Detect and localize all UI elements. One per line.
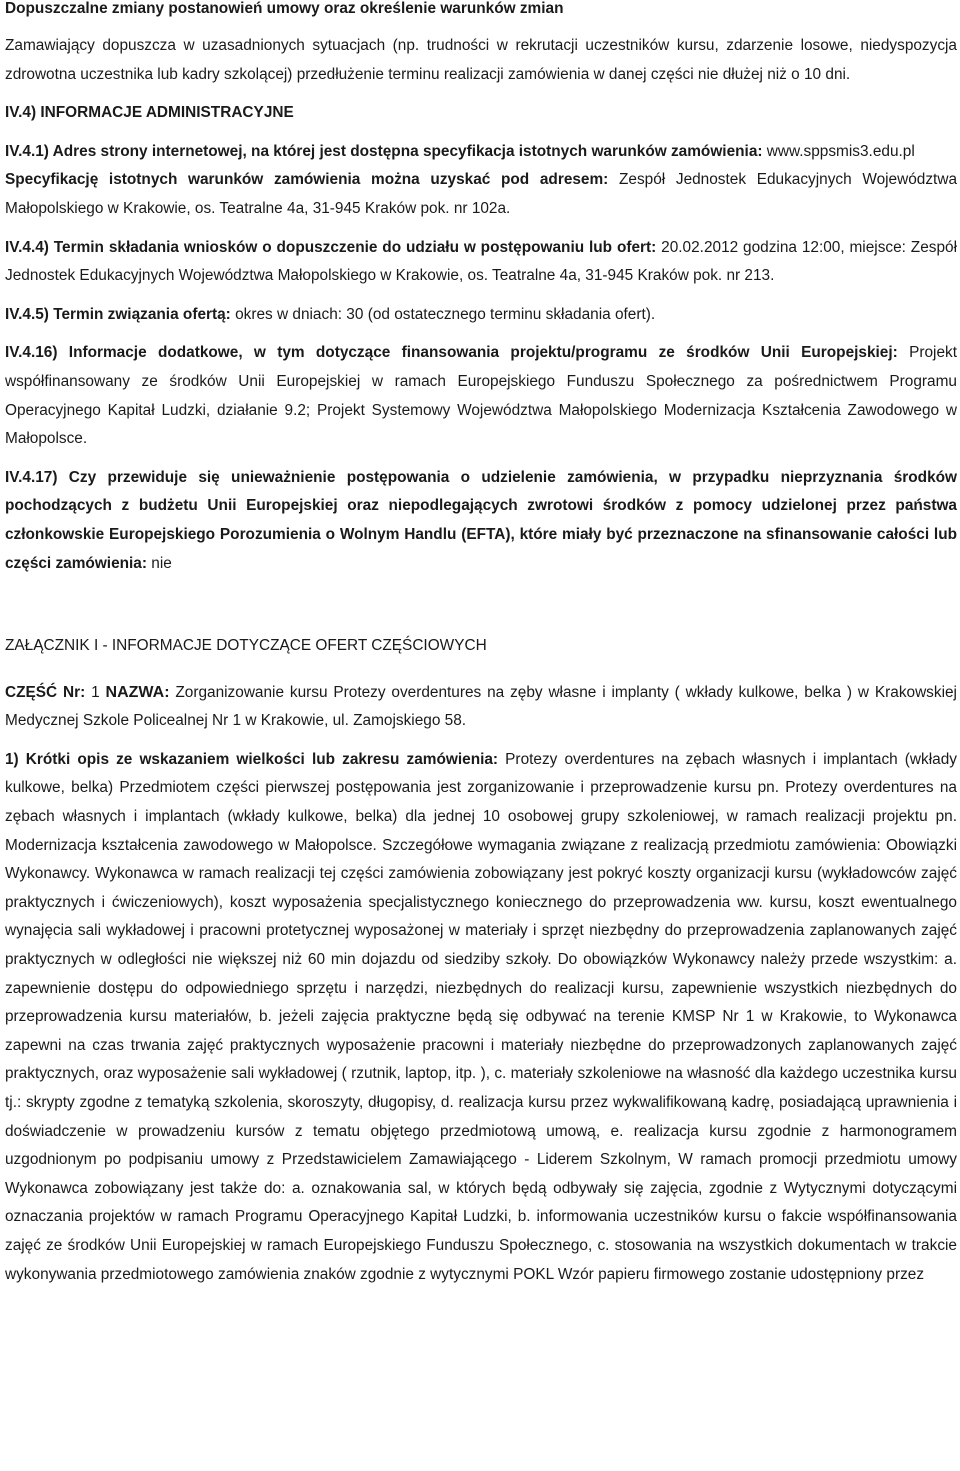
eu-funding-value: Projekt współfinansowany ze środków Unii Europejskiej w ramach Europejskiego Funduszu Społecznego za pośrednictwem Programu Operacyjnego Kapitał Ludzki, działanie 9.2; Projekt Systemowy Województwa Małopolskiego Modernizacja Kształcenia Zawodowego w Małopolsce. <box>5 344 957 448</box>
change-text: Zamawiający dopuszcza w uzasadnionych sytuacjach (np. trudności w rekrutacji uczestników kursu, zdarzenie losowe, niedyspozycja zdrowotna uczestnika lub kadry szkolącej) przedłużenie terminu realizacji zamówienia w danej części nie dłużej niż o 10 dni. <box>5 37 957 83</box>
website-paragraph <box>5 138 957 167</box>
part-label: CZĘŚĆ Nr: <box>5 683 86 701</box>
cancel-value: nie <box>151 554 172 572</box>
change-heading: Dopuszczalne zmiany postanowień umowy oraz określenie warunków zmian <box>5 0 564 17</box>
binding-label: IV.4.5) Termin związania ofertą: <box>5 305 231 323</box>
part-number: 1 <box>91 683 100 701</box>
description-value: Protezy overdentures na zębach własnych i implantach (wkłady kulkowe, belka) Przedmiotem części pierwszej postępowania jest zorganizowanie i przeprowadzenie kursu pn. Protezy overdentures na zębach własnych i implantach (wkłady kulkowe, belka) dla jednej 10 osobowej grupy szkoleniowej, w ramach realizacji projektu pn. Modernizacja kształcenia zawodowego w Małopolsce. Szczegółowe wymagania związane z realizacją przedmiotu zamówienia: Obowiązki Wykonawcy. Wykonawca w ramach realizacji tej części zamówienia zobowiązany jest pokryć koszty organizacji kursu (wykładowców zajęć praktycznych i ćwiczeniowych), koszt wyposażenia specjalistycznego koniecznego do przeprowadzenia ww. kursu, koszt ewentualnego wynajęcia sali wykładowej i pracowni protetycznej wyposażonej w materiały i sprzęt niezbędny do przeprowadzenia zaplanowanych zajęć praktycznych w odległości nie większej niż 60 min dojazdu od siedziby szkoły. Do obowiązków Wykonawcy należy przede wszystkim: a. zapewnienie dostępu do odpowiedniego sprzętu i narzędzi, niezbędnych do realizacji kursu, zapewnienie wszystkich niezbędnych do przeprowadzenia kursu materiałów, b. jeżeli zajęcia praktyczne będą się odbywać na terenie KMSP Nr 1 w Krakowie, to Wykonawca zapewni na czas trwania zajęć praktycznych wyposażenie pracowni i materiały niezbędne do przeprowadzonych zaplanowanych zajęć praktycznych, oraz wyposażenie sali wykładowej ( rzutnik, laptop, itp. ), c. materiały szkoleniowe na własność dla każdego uczestnika kursu tj.: skrypty zgodne z tematyką szkolenia, skoroszyty, długopisy, d. realizacja kursu przez wykwalifikowaną kadrę, posiadającą uprawnienia i doświadczenie w prowadzeniu kursów z tematu objętego przedmiotową umową, e. realizacja kursu zgodnie z harmonogramem uzgodnionym po podpisaniu umowy z Przedstawicielem Zamawiającego - Liderem Szkolnym, W ramach promocji przedmiotu umowy Wykonawca zobowiązany jest także do: a. oznakowania sal, w których będą odbywały się zajęcia, zgodnie z Wytycznymi dotyczącymi oznaczania projektów w ramach Programu Operacyjnego Kapitał Ludzki, b. informowania uczestników kursu o fakcie współfinansowania zajęć ze środków Unii Europejskiej w ramach Europejskiego Funduszu Społecznego, c. stosowania na wszystkich dokumentach w trakcie wykonywania przedmiotowego zamówienia znaków zgodnie z wytycznymi POKL Wzór papieru firmowego zostanie udostępniony przez <box>5 750 957 1283</box>
deadline-value: 20.02.2012 godzina 12:00, miejsce: Zespół Jednostek Edukacyjnych Województwa Małopolskiego w Krakowie, os. Teatralne 4a, 31-945 Kraków pok. nr 213. <box>5 238 957 285</box>
spec-value: Zespół Jednostek Edukacyjnych Województwa Małopolskiego w Krakowie, os. Teatralne 4a, 31-945 Kraków pok. nr 102a. <box>5 171 958 217</box>
annex-heading: ZAŁĄCZNIK I - INFORMACJE DOTYCZĄCE OFERT CZĘŚCIOWYCH <box>5 637 487 655</box>
cancel-paragraph <box>5 464 957 578</box>
cancel-label: IV.4.17) Czy przewiduje się unieważnienie postępowania o udzielenie zamówienia, w przypadku nieprzyznania środków pochodzących z budżetu Unii Europejskiej oraz niepodlegających zwrotowi środków z pomocy udzielonej przez państwa członkowskie Europejskiego Porozumienia o Wolnym Handlu (EFTA), które miały być przeznaczone na sfinansowanie całości lub części zamówienia: <box>5 468 957 572</box>
spec-paragraph <box>5 166 957 223</box>
website-label: IV.4.1) Adres strony internetowej, na której jest dostępna specyfikacja istotnych warunków zamówienia: <box>5 142 763 160</box>
binding-paragraph <box>5 301 957 330</box>
deadline-label: IV.4.4) Termin składania wniosków o dopuszczenie do udziału w postępowaniu lub ofert: <box>5 238 657 256</box>
name-label: NAZWA: <box>105 683 170 701</box>
deadline-paragraph <box>5 234 957 291</box>
eu-funding-paragraph <box>5 339 957 453</box>
admin-heading: IV.4) INFORMACJE ADMINISTRACYJNE <box>5 104 294 122</box>
description-label: 1) Krótki opis ze wskazaniem wielkości lub zakresu zamówienia: <box>5 750 499 768</box>
website-link[interactable]: www.sppsmis3.edu.pl <box>766 142 915 160</box>
name-value: Zorganizowanie kursu Protezy overdentures na zęby własne i implanty ( wkłady kulkowe, belka ) w Krakowskiej Medycznej Szkole Policealnej Nr 1 w Krakowie, ul. Zamojskiego 58. <box>5 683 957 730</box>
part-paragraph <box>5 679 957 736</box>
description-paragraph <box>5 746 957 1289</box>
eu-funding-label: IV.4.16) Informacje dodatkowe, w tym dotyczące finansowania projektu/programu ze środków Unii Europejskiej: <box>5 344 898 362</box>
spec-label: Specyfikację istotnych warunków zamówienia można uzyskać pod adresem: <box>5 171 609 189</box>
binding-value: okres w dniach: 30 (od ostatecznego terminu składania ofert). <box>235 305 656 323</box>
